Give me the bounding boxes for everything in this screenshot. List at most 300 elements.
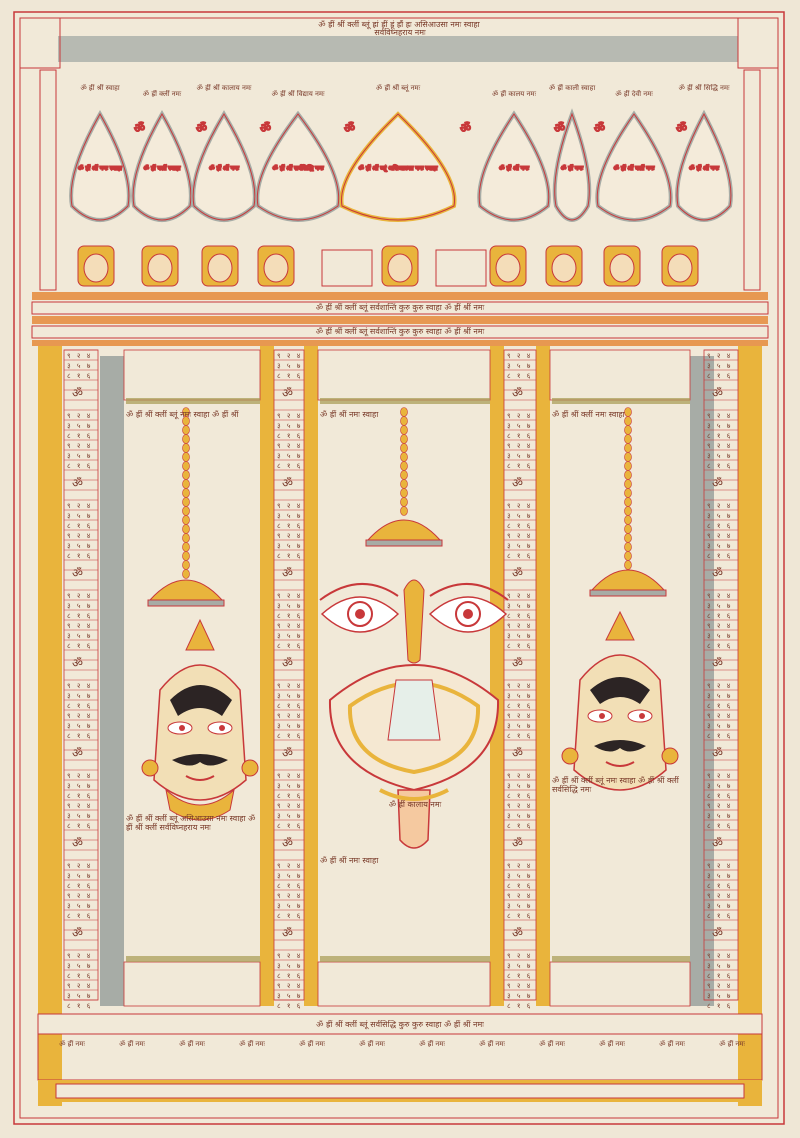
grid-digits: ८ १ ६ <box>67 882 93 890</box>
grid-digits: ३ ५ ७ <box>707 542 733 550</box>
bottom-cell-label: ॐ ह्रीं नमः <box>59 1040 85 1048</box>
left-panel-mantra-top: ॐ ह्रीं श्रीं क्लीं ब्लूं नमः स्वाहा ॐ ह्रीं श्रीं <box>126 410 239 419</box>
grid-digits: ८ १ ६ <box>707 612 733 620</box>
chain-link <box>625 534 632 543</box>
grid-digits: ९ २ ४ <box>707 952 733 960</box>
chain-link <box>625 462 632 471</box>
chain-link <box>401 507 408 516</box>
grid-digits: ८ १ ६ <box>707 552 733 560</box>
grid-digits: ३ ५ ७ <box>507 812 533 820</box>
grid-digits: ९ २ ४ <box>707 442 733 450</box>
om-glyph: ॐ <box>512 386 523 400</box>
pendant-text: ॐ ह्रीं श्रीं नमः <box>689 165 719 172</box>
grid-digits: ३ ५ ७ <box>707 452 733 460</box>
right-panel-mantra-top: ॐ ह्रीं श्रीं क्लीं नमः स्वाहा <box>552 410 625 419</box>
grid-digits: ३ ५ ७ <box>67 872 93 880</box>
grid-digits: ३ ५ ७ <box>707 962 733 970</box>
grid-digits: ९ २ ४ <box>707 892 733 900</box>
center-mouth-label: ॐ ह्रीं कालाय नमः <box>388 800 442 809</box>
grid-digits: ३ ५ ७ <box>277 452 303 460</box>
om-glyph: ॐ <box>512 566 523 580</box>
om-glyph: ॐ <box>72 566 83 580</box>
center-panel-mantra-bottom: ॐ ह्रीं श्रीं नमः स्वाहा <box>320 856 379 865</box>
om-glyph: ॐ <box>676 121 687 135</box>
grid-digits: ८ १ ६ <box>67 462 93 470</box>
pendant-label: ॐ ह्रीं श्रीं स्वाहा <box>80 84 120 92</box>
grid-digits: ३ ५ ७ <box>507 692 533 700</box>
grid-digits: ८ १ ६ <box>67 1002 93 1010</box>
bottom-cell-label: ॐ ह्रीं नमः <box>719 1040 745 1048</box>
small-face <box>546 246 582 286</box>
chain-link <box>625 543 632 552</box>
grid-digits: ९ २ ४ <box>67 802 93 810</box>
grid-digits: ८ १ ६ <box>277 912 303 920</box>
grid-digits: ३ ५ ७ <box>67 782 93 790</box>
om-glyph: ॐ <box>512 926 523 940</box>
grid-digits: ९ २ ४ <box>707 862 733 870</box>
bottom-cell-label: ॐ ह्रीं नमः <box>659 1040 685 1048</box>
grid-digits: ९ २ ४ <box>277 502 303 510</box>
grid-digits: ८ १ ६ <box>67 552 93 560</box>
grid-digits: ३ ५ ७ <box>67 992 93 1000</box>
grid-digits: ८ १ ६ <box>707 732 733 740</box>
grid-digits: ८ १ ६ <box>707 912 733 920</box>
bottom-cell-label: ॐ ह्रीं नमः <box>359 1040 385 1048</box>
pendant-label: ॐ ह्रीं श्रीं कालाय नमः <box>196 84 252 92</box>
grid-digits: ८ १ ६ <box>707 372 733 380</box>
om-glyph: ॐ <box>512 746 523 760</box>
upper-band-text-2: ॐ ह्रीं श्रीं क्लीं ब्लूं सर्वशान्तिं कुरु कुरु स्वाहा ॐ ह्रीं श्रीं नमः <box>315 327 485 336</box>
grid-digits: ३ ५ ७ <box>707 872 733 880</box>
grid-digits: ८ १ ६ <box>707 462 733 470</box>
grid-digits: ८ १ ६ <box>67 912 93 920</box>
grid-digits: ३ ५ ७ <box>67 422 93 430</box>
grid-digits: ३ ५ ७ <box>277 872 303 880</box>
grid-digits: ९ २ ४ <box>707 352 733 360</box>
grid-digits: ९ २ ४ <box>277 682 303 690</box>
pendant-text: ॐ ह्रीं क्लीं स्वाहा <box>143 165 181 172</box>
grid-digits: ८ १ ६ <box>277 972 303 980</box>
pendant-text: ॐ ह्रीं श्रीं सर्वसिद्धि नमः <box>272 165 324 172</box>
grid-digits: ९ २ ४ <box>277 952 303 960</box>
grid-digits: ३ ५ ७ <box>67 902 93 910</box>
pendant-label: ॐ ह्रीं क्लीं नमः <box>142 90 182 98</box>
pendant-label: ॐ ह्रीं काली स्वाहा <box>548 84 596 92</box>
grid-digits: ३ ५ ७ <box>507 542 533 550</box>
grid-digits: ३ ५ ७ <box>707 362 733 370</box>
chain-link <box>625 525 632 534</box>
grid-digits: ३ ५ ७ <box>707 902 733 910</box>
grid-digits: ९ २ ४ <box>507 802 533 810</box>
grid-digits: ९ २ ४ <box>67 982 93 990</box>
grid-digits: ९ २ ४ <box>67 502 93 510</box>
om-glyph: ॐ <box>712 836 723 850</box>
om-glyph: ॐ <box>344 121 355 135</box>
grid-digits: ९ २ ४ <box>707 712 733 720</box>
grid-digits: ८ १ ६ <box>707 792 733 800</box>
grid-digits: ९ २ ४ <box>707 592 733 600</box>
bottom-cell-label: ॐ ह्रीं नमः <box>539 1040 565 1048</box>
grid-digits: ९ २ ४ <box>67 712 93 720</box>
grid-digits: ९ २ ४ <box>67 892 93 900</box>
grid-digits: ८ १ ६ <box>507 702 533 710</box>
om-glyph: ॐ <box>712 386 723 400</box>
grid-digits: ३ ५ ७ <box>277 362 303 370</box>
grid-digits: ८ १ ६ <box>277 732 303 740</box>
grid-digits: ८ १ ६ <box>707 642 733 650</box>
pendant-label: ॐ ह्रीं कालय नमः <box>491 90 537 98</box>
small-face <box>78 246 114 286</box>
chain-link <box>183 552 190 561</box>
small-face <box>258 246 294 286</box>
chain-link <box>401 453 408 462</box>
om-glyph: ॐ <box>282 746 293 760</box>
grid-digits: ८ १ ६ <box>277 432 303 440</box>
chain-link <box>183 471 190 480</box>
grid-digits: ९ २ ४ <box>707 502 733 510</box>
om-glyph: ॐ <box>196 121 207 135</box>
grid-digits: ३ ५ ७ <box>507 512 533 520</box>
grid-digits: ९ २ ४ <box>707 772 733 780</box>
grid-digits: ३ ५ ७ <box>507 422 533 430</box>
grid-digits: ३ ५ ७ <box>277 782 303 790</box>
grid-digits: ९ २ ४ <box>507 592 533 600</box>
grid-digits: ८ १ ६ <box>67 702 93 710</box>
grid-digits: ९ २ ४ <box>277 442 303 450</box>
grid-digits: ८ १ ६ <box>67 372 93 380</box>
grid-digits: ८ १ ६ <box>67 732 93 740</box>
grid-digits: ३ ५ ७ <box>277 992 303 1000</box>
grid-digits: ३ ५ ७ <box>707 692 733 700</box>
grid-digits: ९ २ ४ <box>707 532 733 540</box>
grid-digits: ९ २ ४ <box>507 502 533 510</box>
grid-digits: ८ १ ६ <box>707 882 733 890</box>
om-glyph: ॐ <box>712 656 723 670</box>
grid-digits: ८ १ ६ <box>277 522 303 530</box>
grid-digits: ८ १ ६ <box>277 462 303 470</box>
grid-digits: ८ १ ६ <box>507 972 533 980</box>
grid-digits: ८ १ ६ <box>707 972 733 980</box>
grid-digits: ३ ५ ७ <box>67 812 93 820</box>
grid-digits: ३ ५ ७ <box>277 422 303 430</box>
grid-digits: ९ २ ४ <box>507 862 533 870</box>
grid-digits: ३ ५ ७ <box>277 812 303 820</box>
grid-digits: ३ ५ ७ <box>707 782 733 790</box>
om-glyph: ॐ <box>712 746 723 760</box>
grid-digits: ३ ५ ७ <box>67 512 93 520</box>
grid-digits: ३ ५ ७ <box>67 962 93 970</box>
grid-digits: ९ २ ४ <box>277 592 303 600</box>
pendant-text: ॐ ह्रीं श्रीं नमः <box>499 165 529 172</box>
left-panel-mantra-bottom: ॐ ह्रीं श्रीं क्लीं ब्लूं असिआउसा नमः स्वाहा ॐ ह्रीं श्रीं क्लीं सर्वविघ्नहराय नमः <box>126 814 258 832</box>
grid-digits: ९ २ ४ <box>507 712 533 720</box>
grid-digits: ८ १ ६ <box>507 642 533 650</box>
grid-digits: ९ २ ४ <box>277 532 303 540</box>
om-glyph: ॐ <box>282 566 293 580</box>
om-glyph: ॐ <box>282 656 293 670</box>
grid-digits: ८ १ ६ <box>507 882 533 890</box>
grid-digits: ८ १ ६ <box>67 612 93 620</box>
grid-digits: ३ ५ ७ <box>67 722 93 730</box>
pendant-label: ॐ ह्रीं श्रीं ब्लूं नमः <box>375 84 421 92</box>
grid-digits: ३ ५ ७ <box>707 602 733 610</box>
chain-link <box>183 561 190 570</box>
grid-digits: ९ २ ४ <box>67 442 93 450</box>
grid-digits: ८ १ ६ <box>507 792 533 800</box>
grid-digits: ८ १ ६ <box>707 702 733 710</box>
om-glyph: ॐ <box>72 656 83 670</box>
grid-digits: ९ २ ४ <box>507 952 533 960</box>
grid-digits: ८ १ ६ <box>277 792 303 800</box>
bottom-band-text: ॐ ह्रीं श्रीं क्लीं ब्लूं सर्वसिद्धि कुरु कुरु स्वाहा ॐ ह्रीं श्रीं नमः <box>316 1020 484 1029</box>
grid-digits: ३ ५ ७ <box>507 602 533 610</box>
om-glyph: ॐ <box>72 836 83 850</box>
grid-digits: ९ २ ४ <box>67 772 93 780</box>
grid-digits: ८ १ ६ <box>507 612 533 620</box>
grid-digits: ९ २ ४ <box>507 682 533 690</box>
grid-digits: ८ १ ६ <box>67 972 93 980</box>
grid-digits: ८ १ ६ <box>507 822 533 830</box>
grid-digits: ९ २ ४ <box>277 712 303 720</box>
chain-link <box>625 516 632 525</box>
grid-digits: ९ २ ४ <box>67 412 93 420</box>
grid-digits: ९ २ ४ <box>277 352 303 360</box>
om-glyph: ॐ <box>72 476 83 490</box>
grid-digits: ९ २ ४ <box>277 622 303 630</box>
grid-digits: ९ २ ४ <box>67 952 93 960</box>
grid-digits: ३ ५ ७ <box>67 692 93 700</box>
grid-digits: ८ १ ६ <box>277 702 303 710</box>
grid-digits: ३ ५ ७ <box>507 722 533 730</box>
grid-digits: ८ १ ६ <box>67 432 93 440</box>
grid-digits: ९ २ ४ <box>507 412 533 420</box>
grid-digits: ८ १ ६ <box>277 822 303 830</box>
grid-digits: ८ १ ६ <box>507 552 533 560</box>
grid-digits: ३ ५ ७ <box>507 782 533 790</box>
grid-digits: ३ ५ ७ <box>67 632 93 640</box>
top-inscription-line-2: सर्वविघ्नहराय नमः <box>374 28 426 37</box>
chain-link <box>625 498 632 507</box>
om-glyph: ॐ <box>72 386 83 400</box>
om-glyph: ॐ <box>282 386 293 400</box>
pendant-label: ॐ ह्रीं श्रीं सिद्धि नमः <box>678 84 730 92</box>
grid-digits: ९ २ ४ <box>67 622 93 630</box>
om-glyph: ॐ <box>512 836 523 850</box>
small-face <box>490 246 526 286</box>
grid-digits: ९ २ ४ <box>507 772 533 780</box>
grid-digits: ३ ५ ७ <box>707 512 733 520</box>
grid-digits: ८ १ ६ <box>507 522 533 530</box>
center-panel-mantra-top: ॐ ह्रीं श्रीं नमः स्वाहा <box>320 410 379 419</box>
chain-link <box>625 561 632 570</box>
om-glyph: ॐ <box>712 566 723 580</box>
grid-digits: ९ २ ४ <box>67 592 93 600</box>
canopy-base <box>148 600 224 606</box>
bottom-cell-label: ॐ ह्रीं नमः <box>239 1040 265 1048</box>
bottom-cell-label: ॐ ह्रीं नमः <box>479 1040 505 1048</box>
pendant-text: ॐ ह्रीं श्रीं क्लीं नमः <box>613 165 655 172</box>
grid-digits: ९ २ ४ <box>67 682 93 690</box>
chain-link <box>625 480 632 489</box>
grid-digits: ३ ५ ७ <box>507 452 533 460</box>
grid-digits: ९ २ ४ <box>67 532 93 540</box>
grid-digits: ८ १ ६ <box>507 912 533 920</box>
bottom-cell-label: ॐ ह्रीं नमः <box>119 1040 145 1048</box>
chain-link <box>401 498 408 507</box>
chain-link <box>183 507 190 516</box>
grid-digits: ८ १ ६ <box>707 432 733 440</box>
small-face <box>604 246 640 286</box>
bottom-cell-label: ॐ ह्रीं नमः <box>419 1040 445 1048</box>
chain-link <box>401 480 408 489</box>
grid-digits: ८ १ ६ <box>277 882 303 890</box>
pendant-text: ॐ ह्रीं नमः <box>560 165 584 172</box>
grid-digits: ३ ५ ७ <box>67 362 93 370</box>
grid-digits: ३ ५ ७ <box>277 602 303 610</box>
grid-digits: ८ १ ६ <box>277 642 303 650</box>
grid-digits: ९ २ ४ <box>277 892 303 900</box>
grid-digits: ९ २ ४ <box>707 682 733 690</box>
small-face <box>202 246 238 286</box>
grid-digits: ८ १ ६ <box>277 552 303 560</box>
bottom-cell-label: ॐ ह्रीं नमः <box>299 1040 325 1048</box>
bottom-cell-label: ॐ ह्रीं नमः <box>599 1040 625 1048</box>
grid-digits: ३ ५ ७ <box>707 422 733 430</box>
grid-digits: ९ २ ४ <box>707 412 733 420</box>
grid-digits: ९ २ ४ <box>67 352 93 360</box>
pendant-label: ॐ ह्रीं श्रीं विद्याय नमः <box>271 90 325 98</box>
om-glyph: ॐ <box>460 121 471 135</box>
grid-digits: ३ ५ ७ <box>67 542 93 550</box>
grid-digits: ८ १ ६ <box>67 522 93 530</box>
grid-digits: ८ १ ६ <box>277 372 303 380</box>
grid-digits: ८ १ ६ <box>67 792 93 800</box>
chain-link <box>183 516 190 525</box>
grid-digits: ३ ५ ७ <box>67 602 93 610</box>
grid-digits: ३ ५ ७ <box>507 872 533 880</box>
grid-digits: ८ १ ६ <box>707 1002 733 1010</box>
om-glyph: ॐ <box>282 476 293 490</box>
grid-digits: ८ १ ६ <box>507 462 533 470</box>
grid-digits: ८ १ ६ <box>707 522 733 530</box>
pendant-text: ॐ ह्रीं श्रीं नमः स्वाहा <box>78 165 122 172</box>
grid-digits: ९ २ ४ <box>507 532 533 540</box>
upper-band-text: ॐ ह्रीं श्रीं क्लीं ब्लूं सर्वशान्तिं कुरु कुरु स्वाहा ॐ ह्रीं श्रीं नमः <box>315 303 485 312</box>
grid-digits: ८ १ ६ <box>507 372 533 380</box>
grid-digits: ३ ५ ७ <box>277 632 303 640</box>
grid-digits: ३ ५ ७ <box>277 512 303 520</box>
chain-link <box>401 471 408 480</box>
grid-digits: ९ २ ४ <box>507 982 533 990</box>
grid-digits: ८ १ ६ <box>507 732 533 740</box>
grid-digits: ३ ५ ७ <box>707 722 733 730</box>
om-glyph: ॐ <box>134 121 145 135</box>
chain-link <box>625 552 632 561</box>
pendant-label: ॐ ह्रीं देवी नमः <box>615 90 653 98</box>
om-glyph: ॐ <box>282 836 293 850</box>
grid-digits: ३ ५ ७ <box>277 542 303 550</box>
grid-digits: ९ २ ४ <box>277 862 303 870</box>
small-face <box>382 246 418 286</box>
grid-digits: ९ २ ४ <box>507 622 533 630</box>
grid-digits: ८ १ ६ <box>507 1002 533 1010</box>
grid-digits: ३ ५ ७ <box>277 962 303 970</box>
chain-link <box>183 498 190 507</box>
grid-digits: ८ १ ६ <box>277 612 303 620</box>
right-panel-mantra-bottom: ॐ ह्रीं श्रीं क्लीं ब्लूं नमः स्वाहा ॐ ह्रीं श्रीं क्लीं सर्वसिद्धि नमः <box>552 776 682 794</box>
grid-digits: ९ २ ४ <box>277 802 303 810</box>
om-glyph: ॐ <box>72 926 83 940</box>
om-glyph: ॐ <box>282 926 293 940</box>
om-glyph: ॐ <box>512 476 523 490</box>
grid-digits: ९ २ ४ <box>67 862 93 870</box>
grid-digits: ३ ५ ७ <box>707 632 733 640</box>
chain-link <box>183 489 190 498</box>
grid-digits: ३ ५ ७ <box>507 362 533 370</box>
chain-link <box>401 462 408 471</box>
grid-digits: ९ २ ४ <box>277 412 303 420</box>
chain-link <box>183 525 190 534</box>
om-glyph: ॐ <box>554 121 565 135</box>
grid-digits: ३ ५ ७ <box>277 692 303 700</box>
grid-digits: ३ ५ ७ <box>67 452 93 460</box>
chain-link <box>183 480 190 489</box>
grid-digits: ३ ५ ७ <box>277 722 303 730</box>
grid-digits: ८ १ ६ <box>707 822 733 830</box>
chain-link <box>401 489 408 498</box>
grid-digits: ८ १ ६ <box>277 1002 303 1010</box>
canopy-base <box>366 540 442 546</box>
grid-digits: ८ १ ६ <box>67 822 93 830</box>
om-glyph: ॐ <box>594 121 605 135</box>
canopy-base <box>590 590 666 596</box>
grid-digits: ३ ५ ७ <box>507 992 533 1000</box>
grid-digits: ८ १ ६ <box>507 432 533 440</box>
grid-digits: ९ २ ४ <box>277 772 303 780</box>
chain-link <box>625 507 632 516</box>
pendant-text: ॐ ह्रीं श्रीं ब्लूं असिआउसा नमः स्वाहा <box>358 165 438 172</box>
chain-link <box>183 570 190 579</box>
om-glyph: ॐ <box>72 746 83 760</box>
grid-digits: ९ २ ४ <box>507 892 533 900</box>
grid-digits: ९ २ ४ <box>507 352 533 360</box>
grid-digits: ३ ५ ७ <box>507 962 533 970</box>
chain-link <box>625 471 632 480</box>
grid-digits: ८ १ ६ <box>67 642 93 650</box>
grid-digits: ३ ५ ७ <box>707 812 733 820</box>
grid-digits: ३ ५ ७ <box>507 902 533 910</box>
grid-digits: ९ २ ४ <box>707 622 733 630</box>
chain-link <box>183 534 190 543</box>
om-glyph: ॐ <box>512 656 523 670</box>
chain-link <box>625 489 632 498</box>
bottom-cell-label: ॐ ह्रीं नमः <box>179 1040 205 1048</box>
grid-digits: ९ २ ४ <box>707 982 733 990</box>
pendant-text: ॐ ह्रीं श्रीं नमः <box>209 165 239 172</box>
om-glyph: ॐ <box>712 926 723 940</box>
grid-digits: ३ ५ ७ <box>507 632 533 640</box>
om-glyph: ॐ <box>712 476 723 490</box>
om-glyph: ॐ <box>260 121 271 135</box>
small-face <box>142 246 178 286</box>
grid-digits: ९ २ ४ <box>507 442 533 450</box>
grid-digits: ९ २ ४ <box>707 802 733 810</box>
top-inscription: ॐ ह्रीं श्रीं क्लीं ब्लूं ह्रां ह्रीं ह्रूं ह्रौं ह्रः असिआउसा नमः स्वाहा <box>318 20 480 29</box>
grid-digits: ९ २ ४ <box>277 982 303 990</box>
chain-link <box>183 543 190 552</box>
grid-digits: ३ ५ ७ <box>277 902 303 910</box>
grid-digits: ३ ५ ७ <box>707 992 733 1000</box>
